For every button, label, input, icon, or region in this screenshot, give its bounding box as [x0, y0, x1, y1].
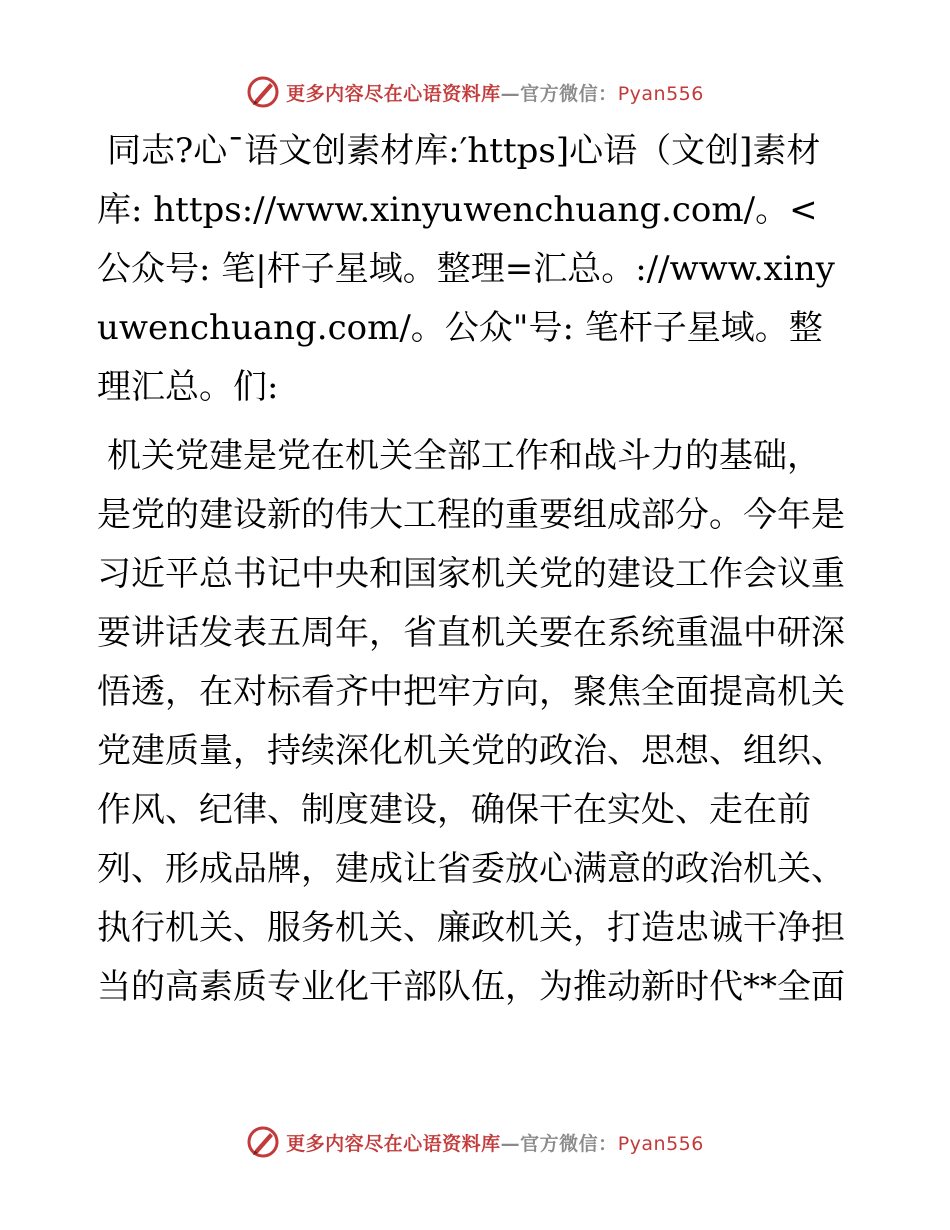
watermark-title: 更多内容尽在心语资料库	[286, 82, 501, 105]
watermark-title: 更多内容尽在心语资料库	[286, 1132, 501, 1155]
header-watermark	[0, 72, 950, 112]
watermark-separator: —官方微信：	[500, 1132, 618, 1155]
watermark-separator: —官方微信：	[500, 82, 618, 105]
footer-watermark	[0, 1122, 950, 1162]
watermark-wechat-id: Pyan556	[617, 82, 704, 105]
pen-logo-icon	[246, 75, 280, 109]
pen-logo-icon	[246, 1125, 280, 1159]
watermark-wechat-id: Pyan556	[617, 1132, 704, 1155]
paragraph-main: 机关党建是党在机关全部工作和战斗力的基础，是党的建设新的伟大工程的重要组成部分。今年是习近平总书记中央和国家机关党的建设工作会议重要讲话发表五周年，省直机关要在系统重温中研深悟透，在对标看齐中把牢方向，聚焦全面提高机关党建质量，持续深化机关党的政治、思想、组织、作风、纪律、制度建设，确保干在实处、走在前列、形成品牌，建成让省委放心满意的政治机关、执行机关、服务机关、廉政机关，打造忠诚干净担当的高素质专业化干部队伍，为推动新时代**全面	[97, 436, 845, 1007]
paragraph-intro: 同志?心¯语文创素材库:′https]心语（文创]素材库: https://www.xinyuwenchuang.com/。<公众号: 笔|杆子星域。整理=汇总。://www.xinyuwenchuang.com/。公众"号: 笔杆子星域。整理汇总。们:	[97, 131, 835, 407]
document-body	[97, 122, 849, 1017]
